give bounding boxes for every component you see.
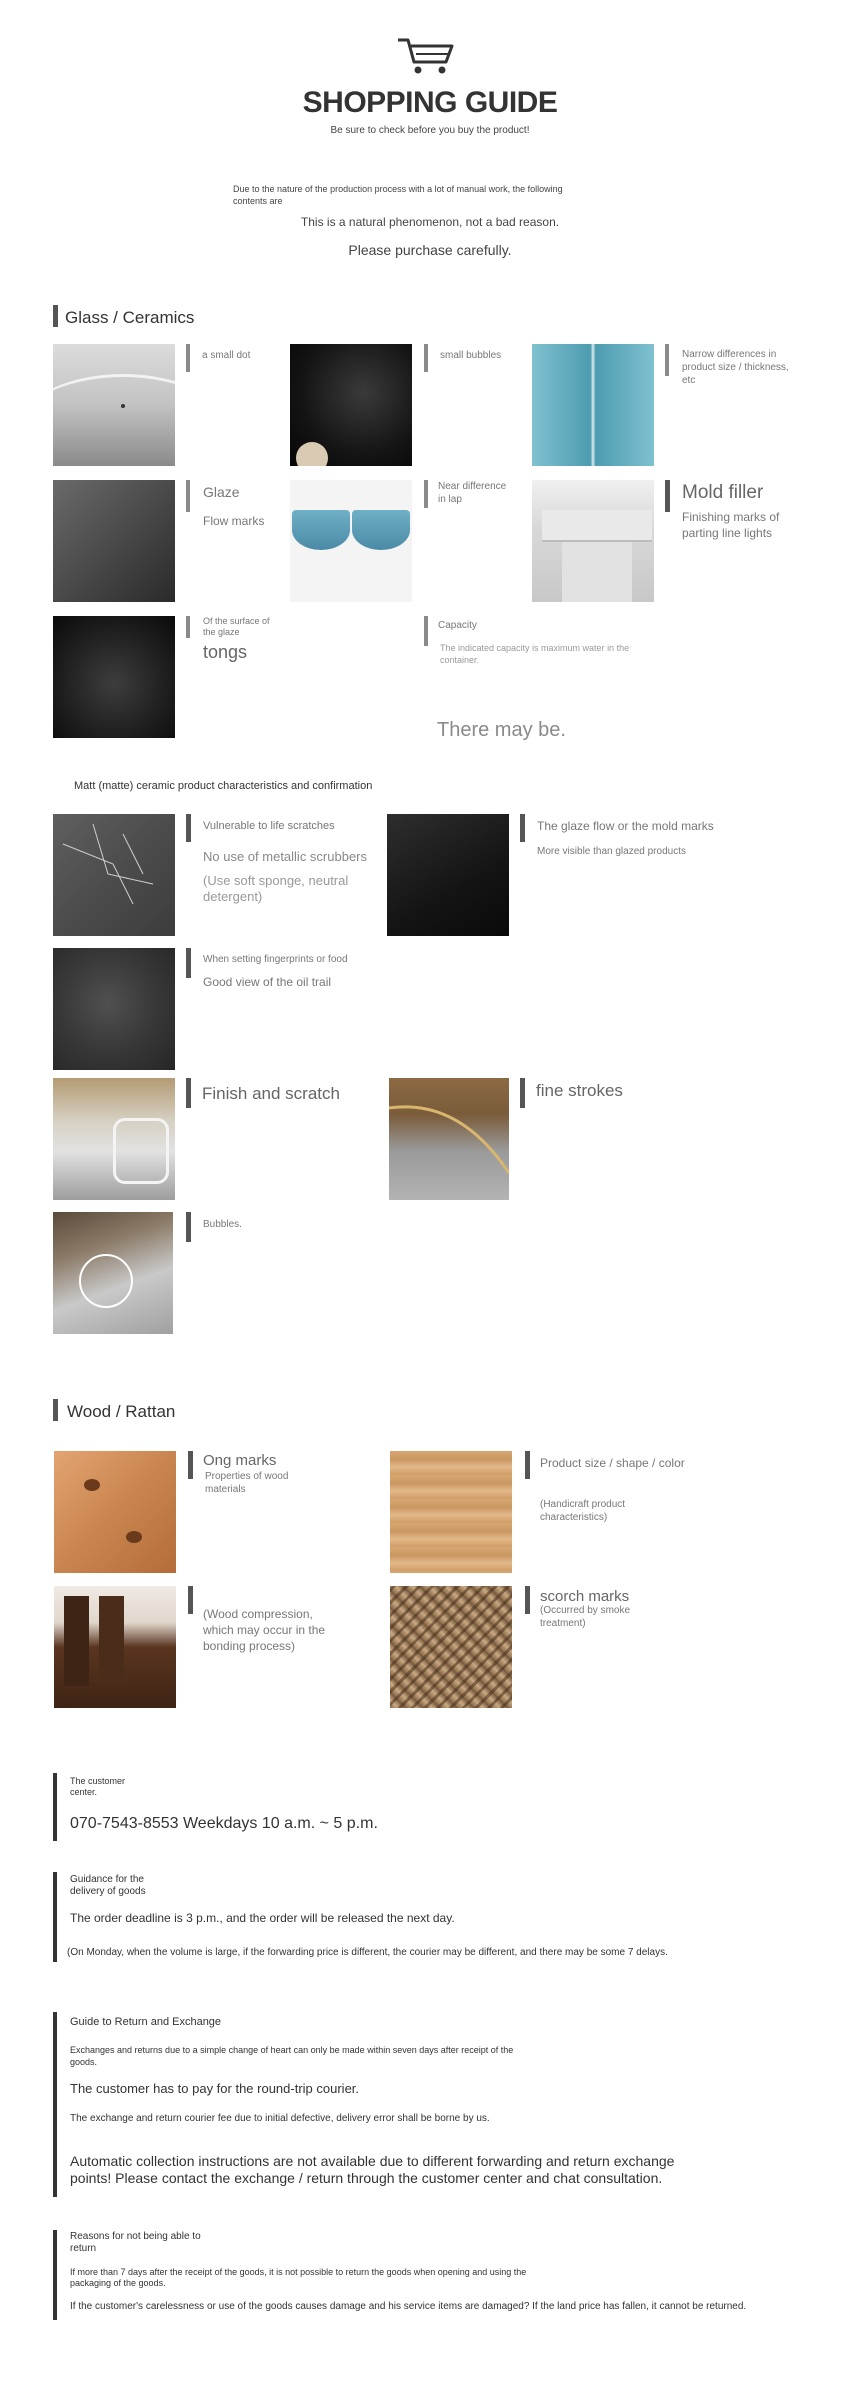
label-mold-filler: Mold filler (682, 482, 764, 503)
label-marker (186, 480, 190, 512)
returns-line4: Automatic collection instructions are not available due to different forwarding and return exchange points! Please contact the exchange / return through the customer center and chat consultation. (70, 2153, 675, 2186)
label-marker (186, 814, 191, 842)
delivery-monday: (On Monday, when the volume is large, if the forwarding price is different, the courier may be different, and there may be some 7 delays. (67, 1947, 668, 1958)
label-soft-sponge: (Use soft sponge, neutral detergent) (203, 873, 349, 904)
photo-bubbles (53, 1212, 173, 1334)
label-marker (186, 1078, 191, 1108)
returns-line2: The customer has to pay for the round-trip courier. (70, 2081, 360, 2096)
photo-scorch-marks (390, 1586, 512, 1708)
intro-text: Due to the nature of the production process with a lot of manual work, the following contents are (233, 184, 563, 206)
customer-phone: 070-7543-8553 Weekdays 10 a.m. ~ 5 p.m. (70, 1815, 378, 1832)
returns-label: Guide to Return and Exchange (70, 2016, 222, 2028)
label-handicraft: (Handicraft product characteristics) (540, 1499, 626, 1523)
label-surface-of-glaze: Of the surface of the glaze (203, 616, 270, 637)
section-title-wood: Wood / Rattan (67, 1402, 176, 1421)
page-subtitle: Be sure to check before you buy the product! (330, 125, 530, 136)
label-glaze: Glaze (203, 484, 240, 500)
intro-natural: This is a natural phenomenon, not a bad reason. (300, 215, 560, 229)
label-marker (186, 616, 190, 638)
customer-label: The customer center. (70, 1776, 126, 1797)
label-capacity-desc: The indicated capacity is maximum water in the container. (440, 643, 630, 665)
intro-purchase: Please purchase carefully. (348, 242, 512, 258)
returns-line1: Exchanges and returns due to a simple change of heart can only be made within seven days after receipt of the goods. (70, 2045, 514, 2067)
page-title: SHOPPING GUIDE (302, 86, 558, 119)
label-scratches: Vulnerable to life scratches (203, 820, 335, 832)
photo-fine-strokes (389, 1078, 509, 1200)
delivery-label: Guidance for the delivery of goods (70, 1874, 146, 1897)
cart-icon (396, 36, 456, 76)
label-wood-compression: (Wood compression, which may occur in the bonding process) (203, 1607, 326, 1653)
label-there-may-be: There may be. (437, 719, 566, 741)
label-marker (520, 1078, 525, 1108)
section-marker (53, 305, 58, 327)
returns-line3: The exchange and return courier fee due to initial defective, delivery error shall be borne by us. (70, 2113, 490, 2124)
label-fine-strokes: fine strokes (536, 1081, 623, 1100)
reasons-line2: If the customer's carelessness or use of the goods causes damage and his service items are damaged? If the land price has fallen, it cannot be returned. (70, 2301, 747, 2312)
reasons-label: Reasons for not being able to return (70, 2231, 201, 2254)
label-marker (520, 814, 525, 842)
photo-tongs (53, 616, 175, 738)
photo-mold-filler (532, 480, 654, 602)
photo-wood-compression (54, 1586, 176, 1708)
label-marker (525, 1586, 530, 1614)
label-finishing-marks: Finishing marks of parting line lights (682, 510, 780, 540)
label-tongs: tongs (203, 642, 248, 662)
label-marker (424, 344, 428, 372)
label-more-visible: More visible than glazed products (537, 846, 686, 857)
label-marker (665, 480, 670, 512)
label-scorch-marks: scorch marks (540, 1588, 630, 1605)
delivery-deadline: The order deadline is 3 p.m., and the order will be released the next day. (70, 1911, 455, 1925)
label-no-metal: No use of metallic scrubbers (203, 849, 368, 864)
label-marker (186, 948, 191, 978)
matt-section-title: Matt (matte) ceramic product characteristics and confirmation (74, 780, 373, 792)
label-near-difference: Near difference in lap (438, 481, 507, 505)
label-glaze-flow: The glaze flow or the mold marks (537, 819, 714, 833)
photo-narrow-differences (532, 344, 654, 466)
label-smoke: (Occurred by smoke treatment) (540, 1605, 631, 1629)
info-marker (53, 2230, 57, 2320)
label-small-dot: a small dot (202, 350, 251, 361)
photo-small-dot (53, 344, 175, 466)
label-ong-marks: Ong marks (203, 1452, 277, 1469)
label-flow-marks: Flow marks (203, 514, 265, 528)
label-wood-properties: Properties of wood materials (205, 1471, 289, 1495)
label-marker (188, 1586, 193, 1614)
label-oil-trail: Good view of the oil trail (203, 975, 332, 989)
label-marker (525, 1451, 530, 1479)
photo-finish-scratch (53, 1078, 175, 1200)
section-title-glass: Glass / Ceramics (65, 308, 195, 327)
info-marker (53, 2012, 57, 2197)
label-marker (424, 616, 428, 646)
label-narrow-differences: Narrow differences in product size / thickness, etc (682, 349, 789, 386)
label-bubbles: Bubbles. (203, 1219, 242, 1230)
label-marker (424, 480, 428, 508)
label-small-bubbles: small bubbles (440, 350, 502, 361)
photo-glaze (53, 480, 175, 602)
label-marker (186, 344, 190, 372)
label-capacity: Capacity (438, 620, 477, 631)
photo-small-bubbles (290, 344, 412, 466)
photo-fingerprints (53, 948, 175, 1070)
label-finish-scratch: Finish and scratch (202, 1084, 340, 1103)
info-marker (53, 1773, 57, 1841)
photo-product-size (390, 1451, 512, 1573)
photo-scratches (53, 814, 175, 936)
photo-ong-marks (54, 1451, 176, 1573)
label-fingerprints: When setting fingerprints or food (203, 954, 348, 965)
info-marker (53, 1872, 57, 1962)
label-marker (186, 1212, 191, 1242)
section-marker (53, 1399, 58, 1421)
label-marker (188, 1451, 193, 1479)
photo-blue-bowls (290, 480, 412, 602)
reasons-line1: If more than 7 days after the receipt of the goods, it is not possible to return the goods when opening and using the packaging of the goods. (70, 2267, 527, 2288)
photo-glaze-flow (387, 814, 509, 936)
label-product-size: Product size / shape / color (540, 1456, 685, 1470)
label-marker (665, 344, 669, 376)
